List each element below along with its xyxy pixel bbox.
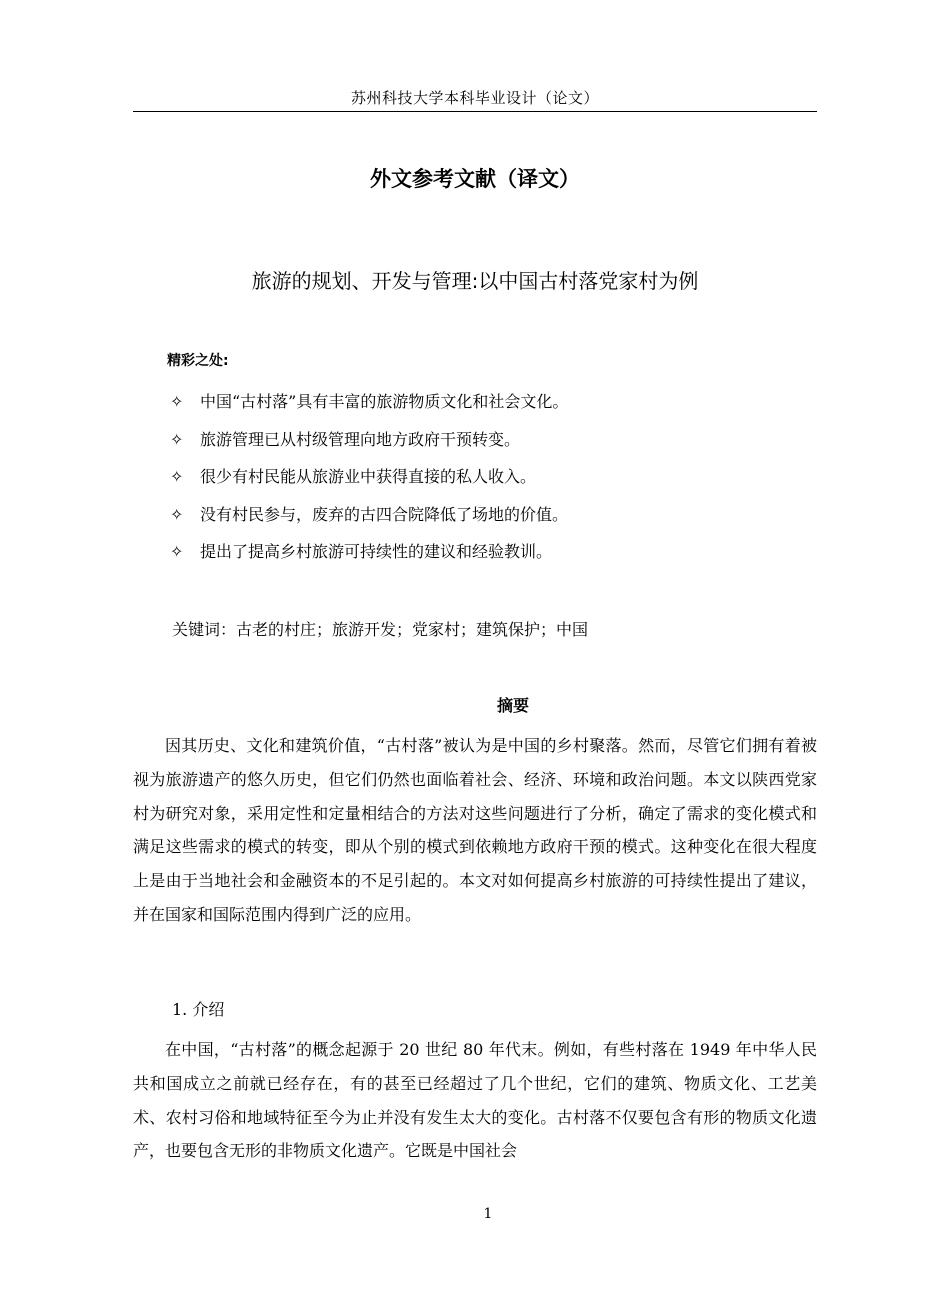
highlights-heading: 精彩之处:	[167, 353, 229, 369]
header-rule	[133, 111, 817, 112]
highlights-list	[170, 389, 568, 577]
highlight-item	[170, 389, 568, 427]
highlight-item	[170, 539, 568, 577]
highlight-text: 很少有村民能从旅游业中获得直接的私人收入。	[200, 467, 537, 486]
section-title: 外文参考文献（译文）	[370, 167, 580, 191]
highlight-text: 中国“古村落”具有丰富的旅游物质文化和社会文化。	[200, 392, 569, 411]
abstract-body: 因其历史、文化和建筑价值，“古村落”被认为是中国的乡村聚落。然而，尽管它们拥有着被视为旅游遗产的悠久历史，但它们仍然也面临着社会、经济、环境和政治问题。本文以陕西党家村为研究对象，采用定性和定量相结合的方法对这些问题进行了分析，确定了需求的变化模式和满足这些需求的模式的转变，即从个别的模式到依赖地方政府干预的模式。这种变化在很大程度上是由于当地社会和金融资本的不足引起的。本文对如何提高乡村旅游的可持续性提出了建议，并在国家和国际范围内得到广泛的应用。	[133, 736, 817, 924]
highlight-item	[170, 502, 568, 540]
highlight-item	[170, 427, 568, 465]
diamond-icon: ✧	[170, 542, 184, 561]
highlight-text: 旅游管理已从村级管理向地方政府干预转变。	[200, 429, 521, 449]
keywords: 关键词：古老的村庄；旅游开发；党家村；建筑保护；中国	[172, 620, 589, 639]
abstract-heading: 摘要	[496, 696, 529, 715]
introduction-heading: 1. 介绍	[172, 1000, 225, 1019]
highlight-item	[170, 464, 568, 502]
highlight-text: 提出了提高乡村旅游可持续性的建议和经验教训。	[200, 542, 553, 561]
diamond-icon: ✧	[170, 504, 184, 524]
running-header: 苏州科技大学本科毕业设计（论文）	[350, 89, 599, 107]
highlight-text: 没有村民参与，废弃的古四合院降低了场地的价值。	[200, 504, 569, 524]
diamond-icon: ✧	[170, 392, 184, 411]
introduction-body: 在中国，“古村落”的概念起源于 20 世纪 80 年代末。例如，有些村落在 1949 年中华人民共和国成立之前就已经存在，有的甚至已经超过了几个世纪，它们的建筑、物质文化、工艺美术、农村习俗和地域特征至今为止并没有发生太大的变化。古村落不仅要包含有形的物质文化遗产，也要包含无形的非物质文化遗产。它既是中国社会	[133, 1040, 817, 1161]
diamond-icon: ✧	[170, 467, 184, 486]
page-number: 1	[483, 1206, 493, 1222]
diamond-icon: ✧	[170, 429, 184, 449]
paper-title: 旅游的规划、开发与管理:以中国古村落党家村为例	[251, 269, 699, 293]
